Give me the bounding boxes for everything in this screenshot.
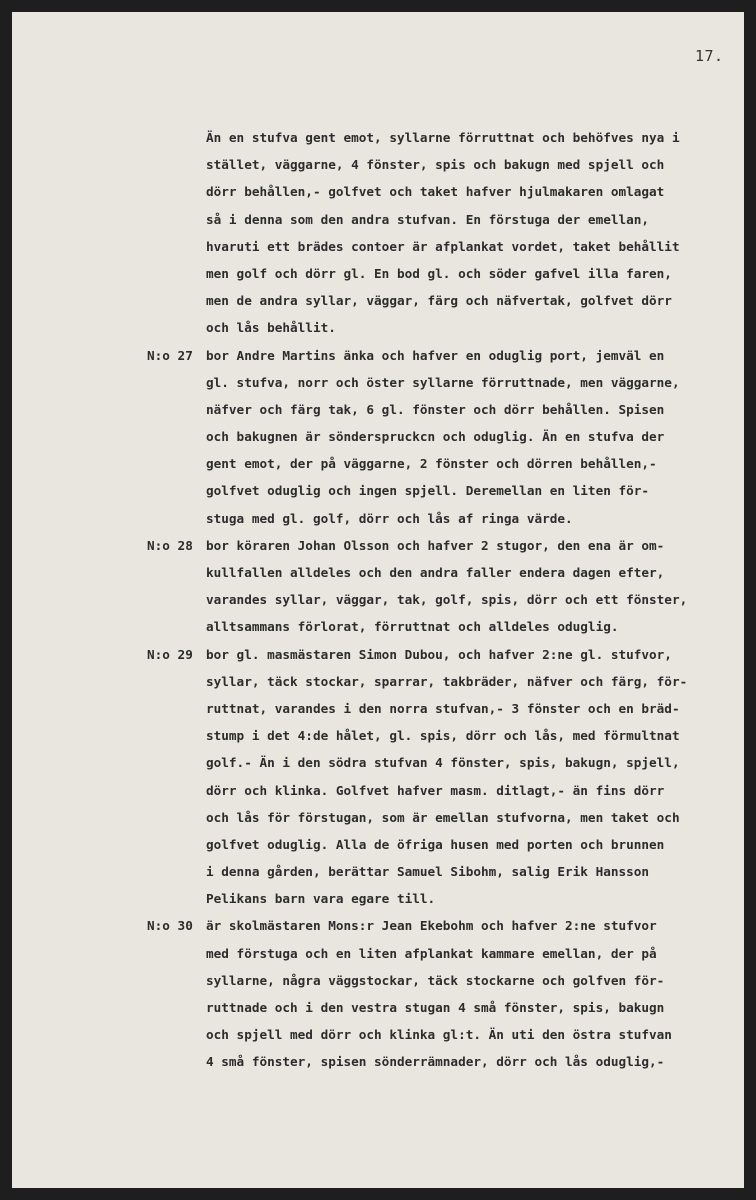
page-number: 17. xyxy=(695,47,724,65)
line-text: och spjell med dörr och klinka gl:t. Än uti den östra stufvan xyxy=(206,1027,672,1043)
entry-number: N:o 30 xyxy=(147,918,193,934)
line-text: gent emot, der på väggarne, 2 fönster och dörren behållen,- xyxy=(206,456,657,472)
line-text: men de andra syllar, väggar, färg och näfvertak, golfvet dörr xyxy=(206,293,672,309)
line-text: näfver och färg tak, 6 gl. fönster och dörr behållen. Spisen xyxy=(206,401,665,417)
line-text: dörr behållen,- golfvet och taket hafver hjulmakaren omlagat xyxy=(206,184,665,200)
text-line xyxy=(12,477,744,504)
text-line xyxy=(12,206,744,233)
text-line xyxy=(12,858,744,885)
text-line xyxy=(12,994,744,1021)
entry-number: N:o 29 xyxy=(147,646,193,662)
typed-text-body xyxy=(12,124,744,1076)
line-text: bor gl. masmästaren Simon Dubou, och hafver 2:ne gl. stufvor, xyxy=(206,646,672,662)
text-line xyxy=(12,342,744,369)
line-text: och bakugnen är sönderspruckcn och oduglig. Än en stufva der xyxy=(206,429,665,445)
text-line xyxy=(12,124,744,151)
line-text: 4 små fönster, spisen sönderrämnader, dörr och lås oduglig,- xyxy=(206,1054,665,1070)
document-page xyxy=(12,12,744,1188)
line-text: så i denna som den andra stufvan. En förstuga der emellan, xyxy=(206,211,650,227)
line-text: bor Andre Martins änka och hafver en oduglig port, jemväl en xyxy=(206,347,665,363)
line-text: syllarne, några väggstockar, täck stockarne och golfven för- xyxy=(206,972,665,988)
text-line xyxy=(12,1021,744,1048)
text-line xyxy=(12,940,744,967)
text-line xyxy=(12,1048,744,1075)
line-text: är skolmästaren Mons:r Jean Ekebohm och hafver 2:ne stufvor xyxy=(206,918,657,934)
text-line xyxy=(12,151,744,178)
line-text: ruttnat, varandes i den norra stufvan,- 3 fönster och en bräd- xyxy=(206,700,680,716)
text-line xyxy=(12,586,744,613)
text-line xyxy=(12,178,744,205)
text-line xyxy=(12,423,744,450)
text-line xyxy=(12,668,744,695)
text-line xyxy=(12,967,744,994)
line-text: golfvet oduglig och ingen spjell. Deremellan en liten för- xyxy=(206,483,650,499)
line-text: bor köraren Johan Olsson och hafver 2 stugor, den ena är om- xyxy=(206,537,665,553)
line-text: gl. stufva, norr och öster syllarne förruttnade, men väggarne, xyxy=(206,374,680,390)
line-text: varandes syllar, väggar, tak, golf, spis, dörr och ett fönster, xyxy=(206,592,688,608)
line-text: syllar, täck stockar, sparrar, takbräder, näfver och färg, för- xyxy=(206,673,688,689)
line-text: golf.- Än i den södra stufvan 4 fönster, spis, bakugn, spjell, xyxy=(206,755,680,771)
line-text: hvaruti ett brädes contoer är afplankat vordet, taket behållit xyxy=(206,238,680,254)
text-line xyxy=(12,532,744,559)
line-text: och lås för förstugan, som är emellan stufvorna, men taket och xyxy=(206,809,680,825)
line-text: i denna gården, berättar Samuel Sibohm, salig Erik Hansson xyxy=(206,864,650,880)
line-text: Pelikans barn vara egare till. xyxy=(206,891,436,907)
text-line xyxy=(12,722,744,749)
text-line xyxy=(12,885,744,912)
line-text: men golf och dörr gl. En bod gl. och söder gafvel illa faren, xyxy=(206,265,672,281)
line-text: stump i det 4:de hålet, gl. spis, dörr och lås, med förmultnat xyxy=(206,728,680,744)
line-text: och lås behållit. xyxy=(206,320,336,336)
text-line xyxy=(12,314,744,341)
line-text: alltsammans förlorat, förruttnat och alldeles oduglig. xyxy=(206,619,619,635)
line-text: med förstuga och en liten afplankat kammare emellan, der på xyxy=(206,945,657,961)
line-text: stuga med gl. golf, dörr och lås af ringa värde. xyxy=(206,510,573,526)
text-line xyxy=(12,695,744,722)
text-line xyxy=(12,804,744,831)
text-line xyxy=(12,233,744,260)
line-text: Än en stufva gent emot, syllarne förruttnat och behöfves nya i xyxy=(206,130,680,145)
text-line xyxy=(12,641,744,668)
text-line xyxy=(12,287,744,314)
text-line xyxy=(12,749,744,776)
line-text: stället, väggarne, 4 fönster, spis och bakugn med spjell och xyxy=(206,157,665,173)
line-text: golfvet oduglig. Alla de öfriga husen med porten och brunnen xyxy=(206,836,665,852)
text-line xyxy=(12,396,744,423)
text-line xyxy=(12,777,744,804)
text-line xyxy=(12,559,744,586)
text-line xyxy=(12,831,744,858)
text-line xyxy=(12,912,744,939)
text-line xyxy=(12,505,744,532)
text-line xyxy=(12,260,744,287)
text-line xyxy=(12,613,744,640)
entry-number: N:o 28 xyxy=(147,537,193,553)
line-text: ruttnade och i den vestra stugan 4 små fönster, spis, bakugn xyxy=(206,1000,665,1015)
text-line xyxy=(12,450,744,477)
text-line xyxy=(12,369,744,396)
entry-number: N:o 27 xyxy=(147,347,193,363)
line-text: kullfallen alldeles och den andra faller endera dagen efter, xyxy=(206,565,665,580)
line-text: dörr och klinka. Golfvet hafver masm. ditlagt,- än fins dörr xyxy=(206,782,665,798)
